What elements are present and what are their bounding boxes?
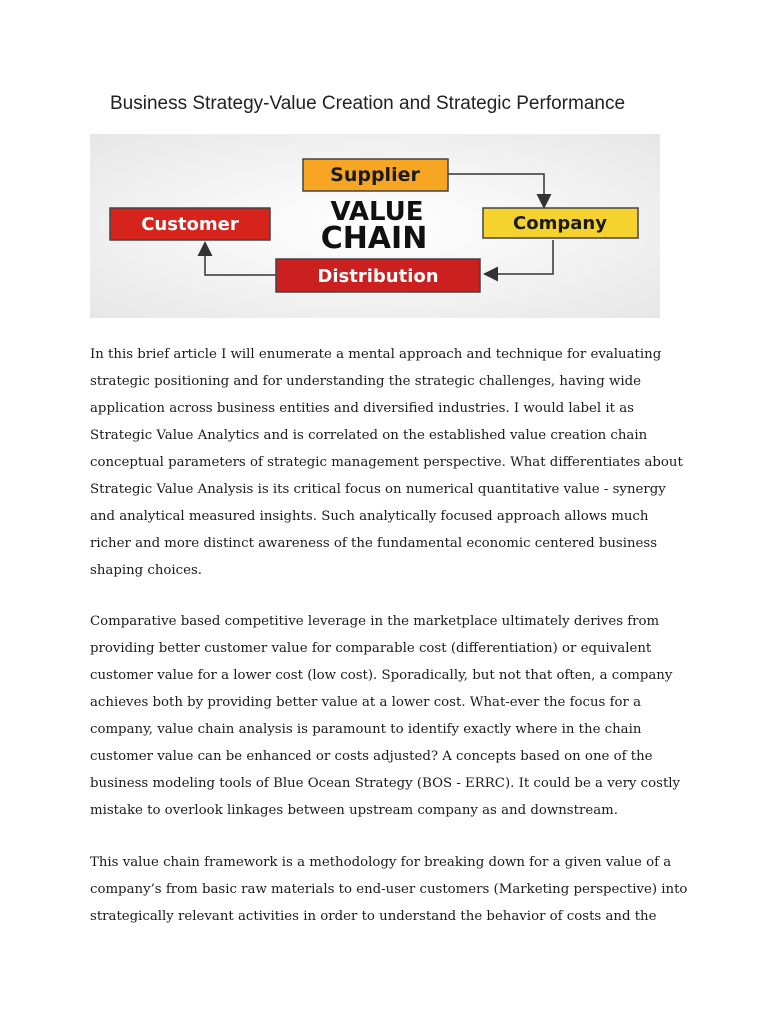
paragraph-line: and analytical measured insights. Such analytically focused approach allows much	[90, 509, 649, 524]
value-chain-diagram	[90, 134, 660, 318]
paragraph-line: strategically relevant activities in order to understand the behavior of costs and the	[90, 909, 657, 924]
paragraph-line: conceptual parameters of strategic management perspective. What differentiates about	[90, 455, 683, 470]
paragraph-line: In this brief article I will enumerate a mental approach and technique for evaluating	[90, 347, 662, 362]
value-chain-figure	[90, 134, 660, 318]
supplier-label: Supplier	[330, 164, 420, 186]
company-box	[483, 208, 638, 238]
paragraph-line: strategic positioning and for understanding the strategic challenges, having wide	[90, 374, 641, 389]
paragraph-2	[90, 608, 690, 824]
paragraph-line: Strategic Value Analytics and is correlated on the established value creation chain	[90, 428, 648, 443]
value-label: VALUE	[330, 197, 424, 227]
chain-label: CHAIN	[320, 221, 428, 256]
paragraph-line: richer and more distinct awareness of the fundamental economic centered business	[90, 536, 658, 551]
paragraph-line: shaping choices.	[90, 563, 203, 578]
arrow-supplier-to-company	[448, 174, 544, 206]
supplier-box	[303, 159, 448, 191]
arrow-distribution-to-customer	[205, 244, 276, 275]
paragraph-line: achieves both by providing better value at a lower cost. What-ever the focus for a	[90, 695, 642, 710]
paragraph-line: providing better customer value for comparable cost (differentiation) or equivalent	[90, 641, 652, 656]
distribution-label: Distribution	[317, 266, 439, 287]
paragraph-line: company’s from basic raw materials to end-user customers (Marketing perspective) into	[90, 882, 688, 897]
paragraph-line: mistake to overlook linkages between upstream company as and downstream.	[90, 803, 618, 818]
paragraph-line: application across business entities and diversified industries. I would label it as	[90, 401, 634, 416]
paragraph-1	[90, 341, 690, 584]
paragraph-line: Strategic Value Analysis is its critical focus on numerical quantitative value - synergy	[90, 482, 666, 497]
paragraph-line: business modeling tools of Blue Ocean Strategy (BOS - ERRC). It could be a very costly	[90, 776, 681, 791]
distribution-box	[276, 259, 480, 292]
paragraph-3	[90, 849, 690, 930]
page-title: Business Strategy-Value Creation and Strategic Performance	[110, 93, 626, 114]
customer-label: Customer	[141, 214, 239, 235]
paragraph-line: This value chain framework is a methodology for breaking down for a given value of a	[90, 855, 672, 870]
company-label: Company	[513, 213, 607, 234]
arrow-company-to-distribution	[486, 240, 553, 274]
paragraph-line: company, value chain analysis is paramount to identify exactly where in the chain	[90, 722, 642, 737]
paragraph-line: Comparative based competitive leverage in the marketplace ultimately derives from	[90, 614, 660, 629]
paragraph-line: customer value for a lower cost (low cost). Sporadically, but not that often, a company	[90, 668, 673, 683]
customer-box	[110, 208, 270, 240]
paragraph-line: customer value can be enhanced or costs adjusted? A concepts based on one of the	[90, 749, 653, 764]
